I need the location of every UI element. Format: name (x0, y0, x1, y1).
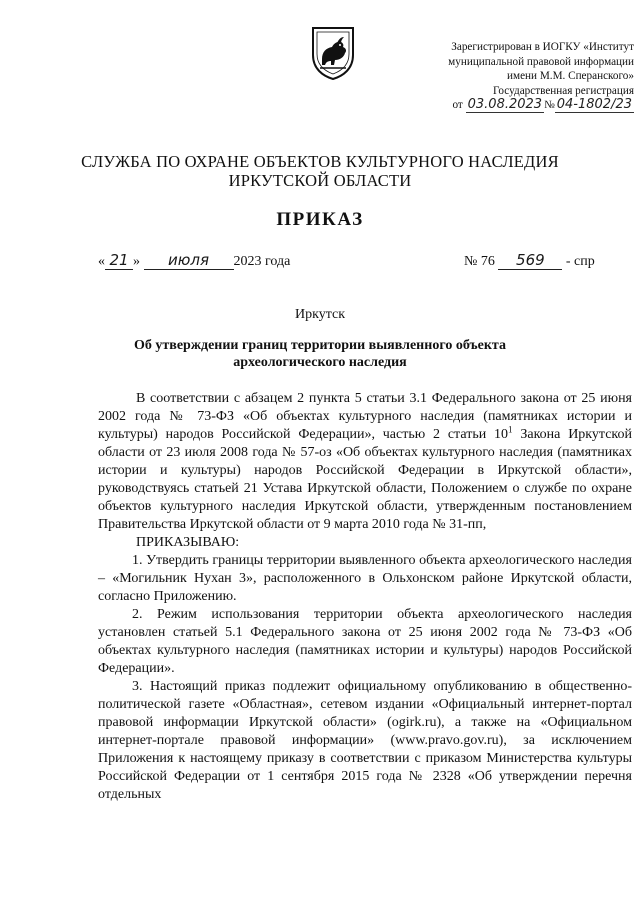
preamble-superscript: 1 (508, 424, 513, 435)
registration-number-prefix: № (544, 99, 555, 111)
order-body (98, 390, 632, 804)
order-word: ПРИКАЗЫВАЮ: (136, 535, 240, 550)
registration-line-1: Зарегистрирован в ИОГКУ «Институт (451, 41, 634, 53)
date-open-quote: « (98, 254, 105, 269)
order-number-prefix: № 76 (464, 254, 495, 269)
order-date (98, 251, 290, 270)
order-number-suffix: - спр (565, 254, 595, 269)
document-title: ПРИКАЗ (276, 209, 364, 230)
registration-stamp (404, 40, 634, 113)
city-name: Иркутск (294, 307, 346, 322)
registration-line-3: имени М.М. Сперанского» (507, 70, 634, 82)
registration-line-4: Государственная регистрация (492, 84, 634, 97)
date-day-handwritten: 21 (105, 251, 133, 270)
order-number-handwritten: 569 (498, 251, 562, 270)
organization-name-line-2: ИРКУТСКОЙ ОБЛАСТИ (228, 171, 412, 190)
preamble-part-a: В соответствии с абзацем 2 пункта 5 статьи 3.1 Федерального закона от 25 июня 2002 года № 73-ФЗ «Об объектах культурного наследия (памятниках истории и культуры) народов Российской Федерации», частью 2 статьи 10 (98, 391, 632, 442)
organization-name (0, 152, 640, 190)
order-subject-line-2: археологического наследия (233, 355, 407, 370)
registration-line-2: муниципальной правовой информации (448, 55, 634, 68)
order-item-2: 2. Режим использования территории объекта археологического наследия установлен статьей 5.1 Федерального закона от 25 июня 2002 года № 73-ФЗ «Об объектах культурного наследия (памятниках истории и культуры) народов Российской Федерации». (98, 607, 632, 676)
date-close-quote: » (133, 254, 140, 269)
irkutsk-coat-of-arms-icon (310, 25, 356, 81)
registration-number-handwritten: 04-1802/23 (556, 97, 632, 112)
preamble-paragraph (98, 390, 632, 534)
registration-date-handwritten: 03.08.2023 (467, 97, 543, 112)
date-month-handwritten: июля (144, 251, 234, 270)
order-subject-line-1: Об утверждении границ территории выявленного объекта (134, 338, 506, 353)
order-item-1: 1. Утвердить границы территории выявленного объекта археологического наследия – «Могильник Нухан 3», расположенного в Ольхонском районе Иркутской области, согласно Приложению. (98, 553, 632, 604)
registration-date-prefix: от (452, 99, 463, 111)
order-item-3: 3. Настоящий приказ подлежит официальному опубликованию в общественно-политической газете «Областная», сетевом издании «Официальный интернет-портал правовой информации Иркутской области» (ogirk.ru), а также на «Официальном интернет-портале правовой информации» (www.pravo.gov.ru), за исключением Приложения к настоящему приказу в соответствии с приказом Министерства культуры Российской Федерации от 1 сентября 2015 года № 2328 «Об утверждении перечня отдельных (98, 679, 632, 802)
registration-date-line (404, 98, 634, 113)
organization-name-line-1: СЛУЖБА ПО ОХРАНЕ ОБЪЕКТОВ КУЛЬТУРНОГО НАСЛЕДИЯ (81, 152, 559, 171)
preamble-part-b: Закона Иркутской области от 23 июля 2008 года № 57-оз «Об объектах культурного наследия (памятниках истории и культуры) народов Российской Федерации в Иркутской области», руководствуясь статьей 21 Устава Иркутской области, Положением о службе по охране объектов культурного наследия Иркутской области, утвержденным постановлением Правительства Иркутской области от 9 марта 2010 года № 31-пп, (98, 427, 633, 532)
order-subject (80, 337, 560, 371)
order-number (464, 251, 595, 270)
date-year: 2023 года (233, 254, 291, 269)
